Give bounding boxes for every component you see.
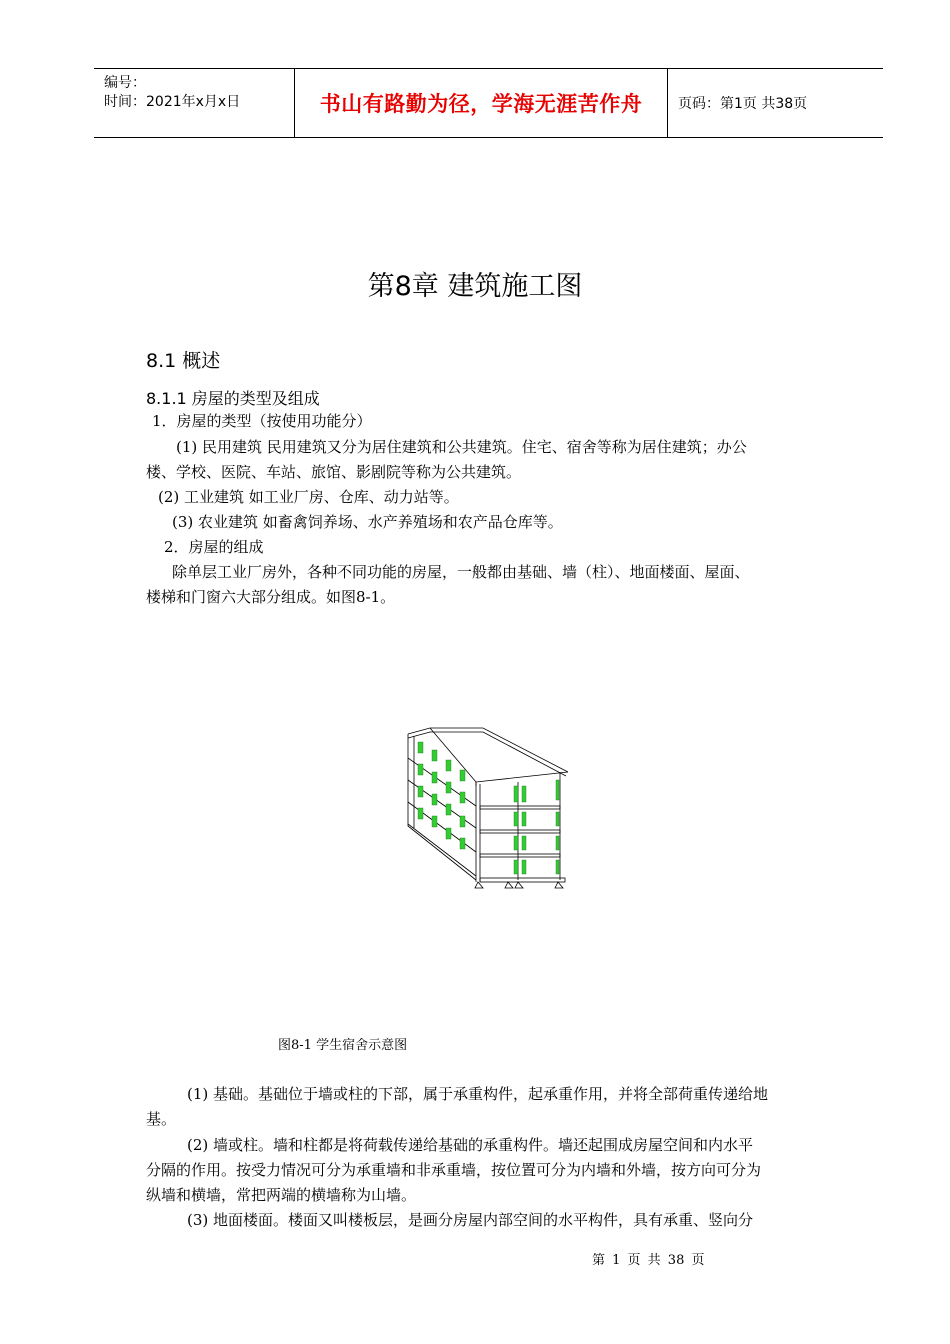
header-time-label: 时间：2021年x月x日 — [104, 94, 241, 110]
header-motto-cell — [295, 69, 668, 137]
paragraph-line: 除单层工业厂房外，各种不同功能的房屋，一般都由基础、墙（柱）、地面楼面、屋面、 — [172, 563, 750, 581]
header-table — [94, 68, 883, 138]
header-number-label: 编号： — [104, 75, 146, 91]
figure-caption: 图8-1 学生宿舍示意图 — [278, 1038, 408, 1053]
header-motto: 书山有路勤为径，学海无涯苦作舟 — [319, 92, 643, 116]
paragraph-line: 分隔的作用。按受力情况可分为承重墙和非承重墙，按位置可分为内墙和外墙，按方向可分为 — [146, 1161, 762, 1179]
paragraph-line: (2) 墙或柱。墙和柱都是将荷载传递给基础的承重构件。墙还起围成房屋空间和内水平 — [187, 1136, 754, 1154]
paragraph-line: 楼、学校、医院、车站、旅馆、影剧院等称为公共建筑。 — [146, 463, 522, 481]
header-meta-cell — [94, 69, 295, 137]
section-title: 8.1 概述 — [146, 350, 221, 372]
paragraph-line: (2) 工业建筑 如工业厂房、仓库、动力站等。 — [158, 488, 459, 506]
chapter-title: 第8章 建筑施工图 — [367, 271, 583, 302]
paragraph-line: 纵墙和横墙，常把两端的横墙称为山墙。 — [146, 1186, 417, 1204]
paragraph-line: 2．房屋的组成 — [164, 538, 264, 556]
header-page-cell — [668, 69, 883, 137]
header-page-info: 页码：第1页 共38页 — [678, 96, 808, 112]
paragraph-line: (3) 地面楼面。楼面又叫楼板层，是画分房屋内部空间的水平构件，具有承重、竖向分 — [187, 1211, 754, 1229]
page-footer: 第 1 页 共 38 页 — [592, 1253, 705, 1268]
paragraph-line: (3) 农业建筑 如畜禽饲养场、水产养殖场和农产品仓库等。 — [172, 513, 563, 531]
paragraph-line: (1) 民用建筑 民用建筑又分为居住建筑和公共建筑。住宅、宿舍等称为居住建筑；办公 — [176, 438, 747, 456]
paragraph-line: 楼梯和门窗六大部分组成。如图8-1。 — [146, 588, 396, 606]
subsection-title: 8.1.1 房屋的类型及组成 — [146, 389, 320, 408]
paragraph-line: (1) 基础。基础位于墙或柱的下部，属于承重构件，起承重作用，并将全部荷重传递给地 — [187, 1085, 769, 1103]
dormitory-building-figure — [398, 720, 583, 900]
paragraph-line: 1．房屋的类型（按使用功能分） — [152, 412, 372, 430]
paragraph-line: 基。 — [146, 1110, 177, 1128]
